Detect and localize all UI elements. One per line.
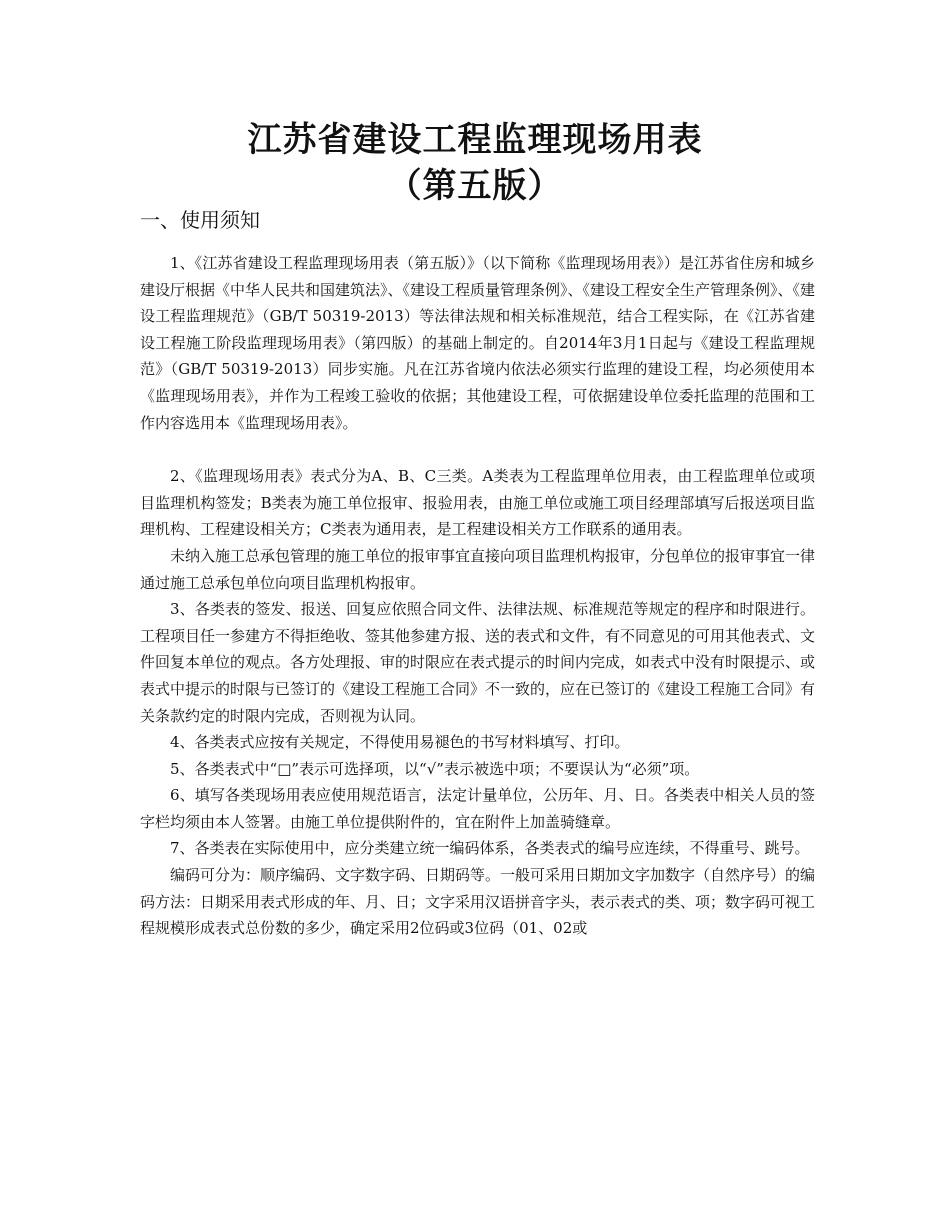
document-title: 江苏省建设工程监理现场用表 <box>247 120 703 160</box>
paragraph-6: 6、填写各类现场用表应使用规范语言，法定计量单位，公历年、月、日。各类表中相关人员的签字栏均须由本人签署。由施工单位提供附件的，宜在附件上加盖骑缝章。 <box>140 786 815 831</box>
paragraph-7: 7、各类表在实际使用中，应分类建立统一编码体系，各类表式的编号应连续，不得重号、跳号。 <box>170 839 810 858</box>
document-edition: （第五版） <box>387 166 563 206</box>
paragraph-2: 2、《监理现场用表》表式分为A、B、C三类。A类表为工程监理单位用表，由工程监理单位或项目监理机构签发；B类表为施工单位报审、报验用表，由施工单位或施工项目经理部填写后报送项目监理机构、工程建设相关方；C类表为通用表，是工程建设相关方工作联系的通用表。 <box>140 467 815 539</box>
paragraph-7-coding: 编码可分为：顺序编码、文字数字码、日期码等。一般可采用日期加文字加数字（自然序号）的编码方法：日期采用表式形成的年、月、日；文字采用汉语拼音字头，表示表式的类、项；数字码可视工程规模形成表式总份数的多少，确定采用2位码或3位码（01、02或 <box>140 866 816 938</box>
section-heading: 一、使用须知 <box>140 208 260 232</box>
paragraph-4: 4、各类表式应按有关规定，不得使用易褪色的书写材料填写、打印。 <box>170 733 630 752</box>
paragraph-3: 3、各类表的签发、报送、回复应依照合同文件、法律法规、标准规范等规定的程序和时限进行。工程项目任一参建方不得拒绝收、签其他参建方报、送的表式和文件，有不同意见的可用其他表式、文件回复本单位的观点。各方处理报、审的时限应在表式提示的时间内完成，如表式中没有时限提示、或表式中提示的时限与已签订的《建设工程施工合同》不一致的，应在已签订的《建设工程施工合同》有关条款约定的时限内完成，否则视为认同。 <box>140 600 816 725</box>
paragraph-2-note: 未纳入施工总承包管理的施工单位的报审事宜直接向项目监理机构报审，分包单位的报审事宜一律通过施工总承包单位向项目监理机构报审。 <box>140 546 816 592</box>
document-body <box>140 250 815 942</box>
paragraph-1: 1、《江苏省建设工程监理现场用表（第五版）》（以下简称《监理现场用表》）是江苏省住房和城乡建设厅根据《中华人民共和国建筑法》、《建设工程质量管理条例》、《建设工程安全生产管理条例》、《建设工程监理规范》（GB/T 50319-2013）等法律法规和相关标准规范，结合工程实际，在《江苏省建设工程施工阶段监理现场用表》（第四版）的基础上制定的。自2014年3月1日起与《建设工程监理规范》（GB/T 50319-2013）同步实施。凡在江苏省境内依法必须实行监理的建设工程，均必须使用本《监理现场用表》，并作为工程竣工验收的依据；其他建设工程，可依据建设单位委托监理的范围和工作内容选用本《监理现场用表》。 <box>140 254 816 432</box>
paragraph-5: 5、各类表式中“□”表示可选择项，以“√”表示被选中项；不要误认为“必须”项。 <box>170 759 700 778</box>
